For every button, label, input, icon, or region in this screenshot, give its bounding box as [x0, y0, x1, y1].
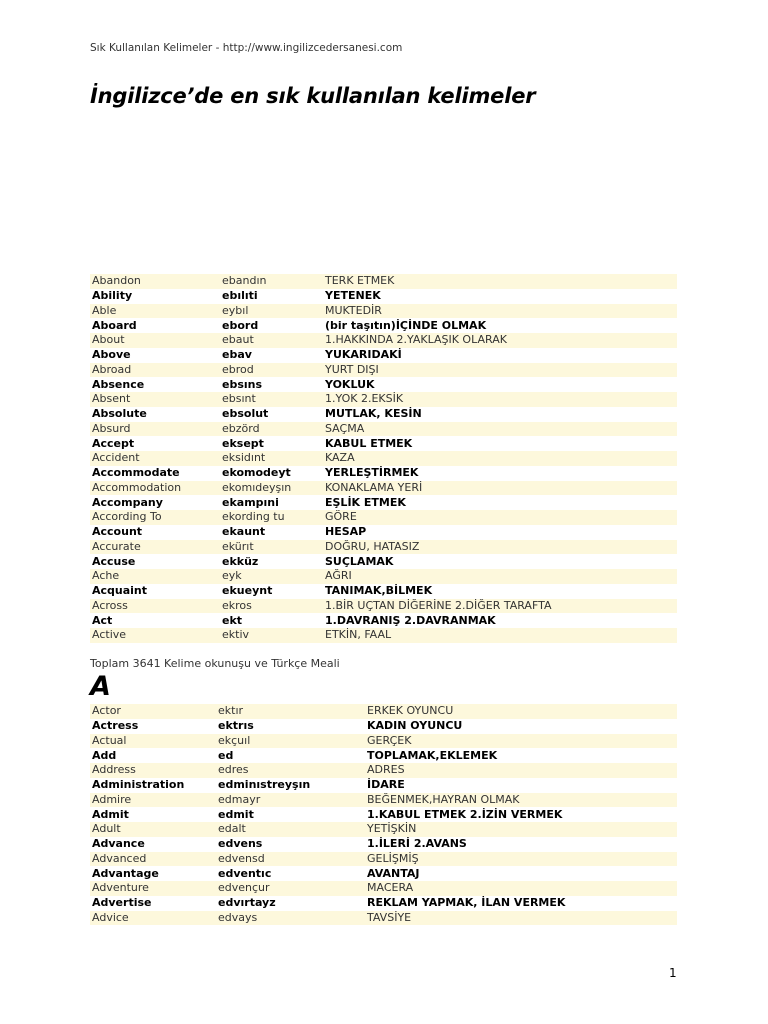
turkish-meaning: 1.BİR UÇTAN DİĞERİNE 2.DİĞER TARAFTA — [323, 599, 677, 614]
word-row — [90, 807, 677, 822]
pronunciation: ektrıs — [218, 719, 254, 733]
pronunciation: ebord — [222, 318, 259, 332]
turkish-meaning: İDARE — [367, 778, 405, 792]
turkish-meaning: YERLEŞTİRMEK — [325, 466, 419, 480]
word-row — [90, 510, 677, 525]
turkish-meaning: GÖRE — [323, 510, 677, 525]
word-row — [90, 422, 677, 437]
english-word: About — [90, 333, 220, 348]
word-row — [90, 822, 677, 837]
word-row — [90, 348, 677, 363]
summary-text: Toplam 3641 Kelime okunuşu ve Türkçe Meali — [90, 657, 340, 670]
english-word: Adventure — [90, 881, 216, 896]
pronunciation: ebsınt — [220, 392, 323, 407]
word-table-2 — [90, 704, 677, 925]
turkish-meaning: TANIMAK,BİLMEK — [325, 584, 433, 598]
english-word: Accompany — [92, 495, 163, 509]
turkish-meaning: (bir taşıtın)İÇİNDE OLMAK — [325, 318, 487, 332]
pronunciation: ed — [218, 748, 234, 762]
english-word: Administration — [92, 778, 185, 792]
turkish-meaning: YUKARIDAKİ — [325, 348, 402, 362]
english-word: Aboard — [92, 318, 137, 332]
english-word: Able — [90, 304, 220, 319]
pronunciation: edvırtayz — [218, 896, 276, 910]
word-row — [90, 719, 677, 734]
pronunciation: ektiv — [220, 628, 323, 643]
pronunciation: ektır — [216, 704, 365, 719]
turkish-meaning: YURT DIŞI — [323, 363, 677, 378]
turkish-meaning: ERKEK OYUNCU — [365, 704, 677, 719]
turkish-meaning: TOPLAMAK,EKLEMEK — [367, 748, 498, 762]
turkish-meaning: SUÇLAMAK — [325, 554, 394, 568]
english-word: Advertise — [92, 896, 152, 910]
pronunciation: ebsıns — [222, 377, 263, 391]
word-row — [90, 793, 677, 808]
word-row — [90, 778, 677, 793]
english-word: Accurate — [90, 540, 220, 555]
document-title: İngilizce’de en sık kullanılan kelimeler — [90, 84, 536, 108]
english-word: Address — [90, 763, 216, 778]
word-row — [90, 481, 677, 496]
pronunciation: ekt — [222, 613, 243, 627]
turkish-meaning: ADRES — [365, 763, 677, 778]
english-word: Above — [92, 348, 131, 362]
word-row — [90, 763, 677, 778]
turkish-meaning: 1.YOK 2.EKSİK — [323, 392, 677, 407]
word-row — [90, 734, 677, 749]
word-row — [90, 289, 677, 304]
english-word: Actress — [92, 719, 139, 733]
english-word: Actor — [90, 704, 216, 719]
pronunciation: edventıc — [218, 866, 272, 880]
word-row — [90, 866, 677, 881]
english-word: Accept — [92, 436, 135, 450]
english-word: Active — [90, 628, 220, 643]
english-word: Advice — [90, 911, 216, 926]
english-word: Admit — [92, 807, 129, 821]
word-table-1-body — [90, 274, 677, 643]
word-row — [90, 377, 677, 392]
turkish-meaning: GELİŞMİŞ — [365, 852, 677, 867]
turkish-meaning: BEĞENMEK,HAYRAN OLMAK — [365, 793, 677, 808]
turkish-meaning: TAVSİYE — [365, 911, 677, 926]
word-row — [90, 451, 677, 466]
english-word: Absurd — [90, 422, 220, 437]
word-row — [90, 392, 677, 407]
word-row — [90, 466, 677, 481]
pronunciation: ebandın — [220, 274, 323, 289]
pronunciation: edalt — [216, 822, 365, 837]
word-row — [90, 599, 677, 614]
turkish-meaning: GERÇEK — [365, 734, 677, 749]
pronunciation: eksidınt — [220, 451, 323, 466]
english-word: Absence — [92, 377, 145, 391]
pronunciation: ekaunt — [222, 525, 266, 539]
word-row — [90, 436, 677, 451]
word-row — [90, 613, 677, 628]
pronunciation: edvens — [218, 837, 263, 851]
turkish-meaning: KADIN OYUNCU — [367, 719, 463, 733]
turkish-meaning: MACERA — [365, 881, 677, 896]
word-row — [90, 896, 677, 911]
pronunciation: edvays — [216, 911, 365, 926]
letter-heading: A — [90, 671, 111, 702]
turkish-meaning: DOĞRU, HATASIZ — [323, 540, 677, 555]
pronunciation: eksept — [222, 436, 264, 450]
english-word: Actual — [90, 734, 216, 749]
word-table-2-body — [90, 704, 677, 925]
word-row — [90, 584, 677, 599]
pronunciation: ekomıdeyşın — [220, 481, 323, 496]
word-row — [90, 852, 677, 867]
english-word: Accident — [90, 451, 220, 466]
english-word: Abroad — [90, 363, 220, 378]
turkish-meaning: MUTLAK, KESİN — [325, 407, 422, 421]
pronunciation: ekueynt — [222, 584, 273, 598]
english-word: Acquaint — [92, 584, 148, 598]
word-row — [90, 911, 677, 926]
pronunciation: ekros — [220, 599, 323, 614]
page-number: 1 — [669, 966, 677, 980]
turkish-meaning: KAZA — [323, 451, 677, 466]
turkish-meaning: 1.HAKKINDA 2.YAKLAŞIK OLARAK — [323, 333, 677, 348]
english-word: Advantage — [92, 866, 159, 880]
word-row — [90, 837, 677, 852]
word-row — [90, 569, 677, 584]
word-row — [90, 540, 677, 555]
pronunciation: ekording tu — [220, 510, 323, 525]
turkish-meaning: SAÇMA — [323, 422, 677, 437]
pronunciation: ebav — [222, 348, 252, 362]
turkish-meaning: 1.İLERİ 2.AVANS — [367, 837, 467, 851]
english-word: Accommodation — [90, 481, 220, 496]
turkish-meaning: YETENEK — [325, 289, 381, 303]
word-row — [90, 363, 677, 378]
word-row — [90, 554, 677, 569]
pronunciation: edvensd — [216, 852, 365, 867]
pronunciation: ekküz — [222, 554, 259, 568]
turkish-meaning: AĞRI — [323, 569, 677, 584]
word-row — [90, 304, 677, 319]
word-row — [90, 628, 677, 643]
turkish-meaning: HESAP — [325, 525, 367, 539]
english-word: Advanced — [90, 852, 216, 867]
word-row — [90, 333, 677, 348]
pronunciation: edmit — [218, 807, 254, 821]
pronunciation: eyk — [220, 569, 323, 584]
pronunciation: ebsolut — [222, 407, 269, 421]
english-word: Add — [92, 748, 117, 762]
turkish-meaning: MUKTEDİR — [323, 304, 677, 319]
word-row — [90, 318, 677, 333]
pronunciation: edminıstreyşın — [218, 778, 311, 792]
word-row — [90, 274, 677, 289]
turkish-meaning: YOKLUK — [325, 377, 375, 391]
turkish-meaning: KABUL ETMEK — [325, 436, 413, 450]
pronunciation: edvençur — [216, 881, 365, 896]
word-table-1 — [90, 274, 677, 643]
english-word: Admire — [90, 793, 216, 808]
pronunciation: ebılıti — [222, 289, 258, 303]
english-word: Across — [90, 599, 220, 614]
word-row — [90, 881, 677, 896]
pronunciation: ekomodeyt — [222, 466, 291, 480]
pronunciation: edmayr — [216, 793, 365, 808]
english-word: Abandon — [90, 274, 220, 289]
turkish-meaning: TERK ETMEK — [323, 274, 677, 289]
pronunciation: ebaut — [220, 333, 323, 348]
english-word: Accuse — [92, 554, 136, 568]
english-word: Adult — [90, 822, 216, 837]
pronunciation: edres — [216, 763, 365, 778]
word-row — [90, 407, 677, 422]
english-word: Accommodate — [92, 466, 180, 480]
turkish-meaning: AVANTAJ — [367, 866, 420, 880]
english-word: Account — [92, 525, 143, 539]
turkish-meaning: 1.KABUL ETMEK 2.İZİN VERMEK — [367, 807, 563, 821]
english-word: Absolute — [92, 407, 147, 421]
page-header: Sık Kullanılan Kelimeler - http://www.ingilizcedersanesi.com — [90, 42, 403, 54]
turkish-meaning: REKLAM YAPMAK, İLAN VERMEK — [367, 896, 566, 910]
pronunciation: eybıl — [220, 304, 323, 319]
word-row — [90, 495, 677, 510]
english-word: Advance — [92, 837, 145, 851]
turkish-meaning: YETİŞKİN — [365, 822, 677, 837]
turkish-meaning: ETKİN, FAAL — [323, 628, 677, 643]
english-word: Ache — [90, 569, 220, 584]
turkish-meaning: KONAKLAMA YERİ — [323, 481, 677, 496]
turkish-meaning: EŞLİK ETMEK — [325, 495, 406, 509]
pronunciation: ekürıt — [220, 540, 323, 555]
english-word: Ability — [92, 289, 133, 303]
word-row — [90, 704, 677, 719]
english-word: According To — [90, 510, 220, 525]
word-row — [90, 748, 677, 763]
english-word: Absent — [90, 392, 220, 407]
pronunciation: ebzörd — [220, 422, 323, 437]
pronunciation: ekampıni — [222, 495, 279, 509]
english-word: Act — [92, 613, 113, 627]
pronunciation: ekçuıl — [216, 734, 365, 749]
turkish-meaning: 1.DAVRANIŞ 2.DAVRANMAK — [325, 613, 496, 627]
word-row — [90, 525, 677, 540]
pronunciation: ebrod — [220, 363, 323, 378]
